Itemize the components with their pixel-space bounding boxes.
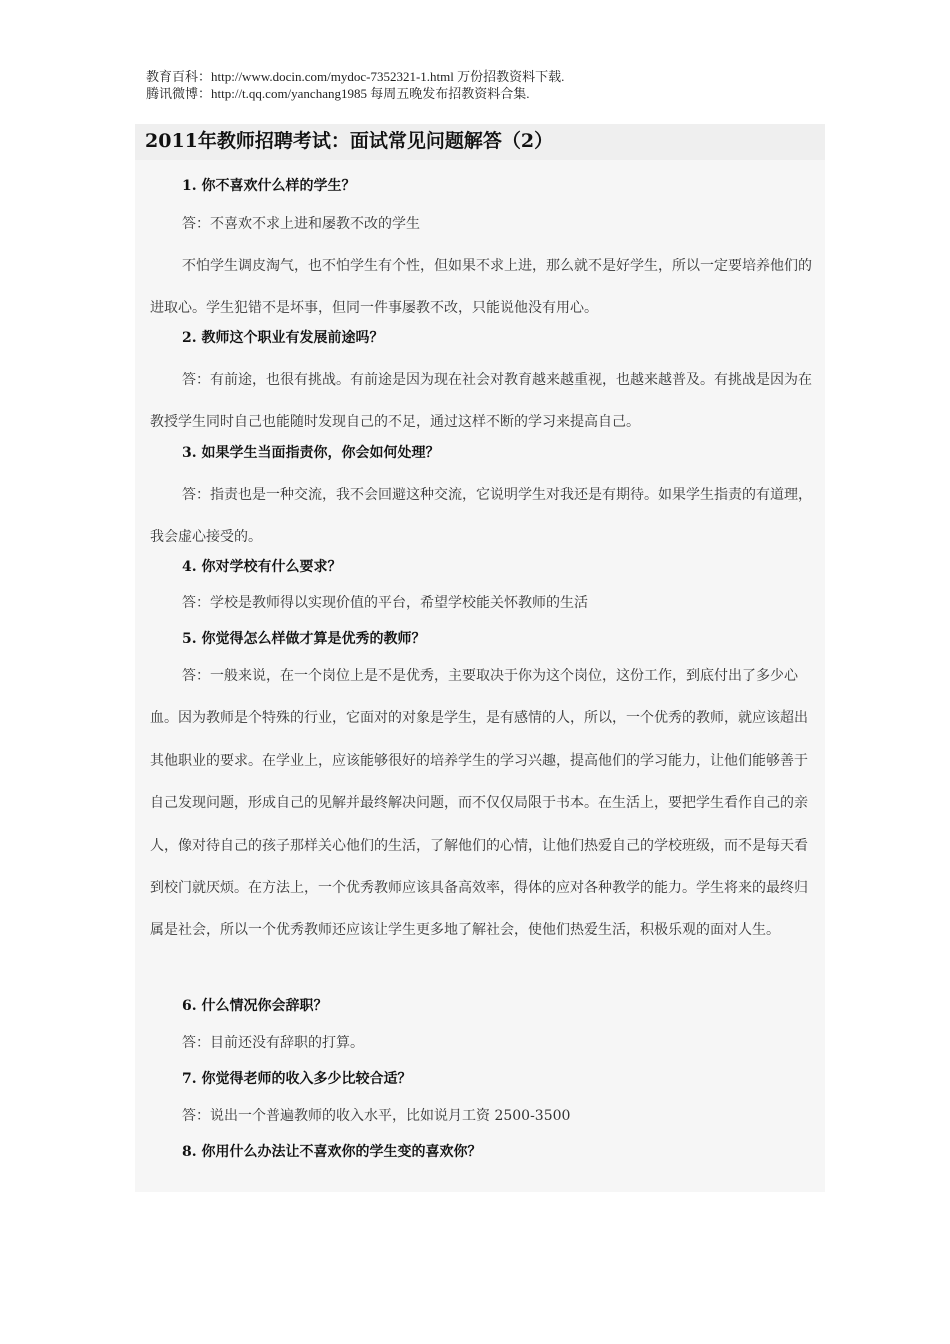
question-3: 3. 如果学生当面指责你，你会如何处理？ <box>182 445 440 461</box>
question-5: 5. 你觉得怎么样做才算是优秀的教师？ <box>182 631 426 647</box>
answer-2: 答：有前途，也很有挑战。有前途是因为现在社会对教育越来越重视，也越来越普及。有挑战是因为在教授学生同时自己也能随时发现自己的不足，通过这样不断的学习来提高自己。 <box>150 372 812 430</box>
header-line-docin: 教育百科：http://www.docin.com/mydoc-7352321-1.html 万份招教资料下载. <box>146 69 565 84</box>
question-2: 2. 教师这个职业有发展前途吗？ <box>182 330 384 346</box>
answer-5: 答：一般来说，在一个岗位上是不是优秀，主要取决于你为这个岗位，这份工作，到底付出了多少心血。因为教师是个特殊的行业，它面对的对象是学生，是有感情的人，所以，一个优秀的教师，就应该超出其他职业的要求。在学业上，应该能够很好的培养学生的学习兴趣，提高他们的学习能力，让他们能够善于自己发现问题，形成自己的见解并最终解决问题，而不仅仅局限于书本。在生活上，要把学生看作自己的亲人，像对待自己的孩子那样关心他们的生活，了解他们的心情，让他们热爱自己的学校班级，而不是每天看到校门就厌烦。在方法上，一个优秀教师应该具备高效率，得体的应对各种教学的能力。学生将来的最终归属是社会，所以一个优秀教师还应该让学生更多地了解社会，使他们热爱生活，积极乐观的面对人生。 <box>150 668 808 939</box>
page-title: 2011年教师招聘考试：面试常见问题解答（2） <box>145 130 554 152</box>
page-header <box>146 68 564 102</box>
question-1: 1. 你不喜欢什么样的学生？ <box>182 178 356 194</box>
question-7: 7. 你觉得老师的收入多少比较合适？ <box>182 1071 412 1087</box>
question-8: 8. 你用什么办法让不喜欢你的学生变的喜欢你？ <box>182 1144 482 1160</box>
question-4: 4. 你对学校有什么要求？ <box>182 559 342 575</box>
answer-7: 答：说出一个普遍教师的收入水平，比如说月工资 2500-3500 <box>182 1108 571 1124</box>
answer-6: 答：目前还没有辞职的打算。 <box>182 1035 364 1051</box>
answer-1-detail: 不怕学生调皮淘气，也不怕学生有个性，但如果不求上进，那么就不是好学生，所以一定要培养他们的进取心。学生犯错不是坏事，但同一件事屡教不改，只能说他没有用心。 <box>150 258 812 316</box>
question-6: 6. 什么情况你会辞职？ <box>182 998 328 1014</box>
header-line-weibo: 腾讯微博：http://t.qq.com/yanchang1985 每周五晚发布招教资料合集. <box>146 86 530 101</box>
article <box>135 124 825 1192</box>
answer-1-short: 答：不喜欢不求上进和屡教不改的学生 <box>182 216 420 232</box>
answer-4: 答：学校是教师得以实现价值的平台，希望学校能关怀教师的生活 <box>182 595 588 611</box>
answer-3: 答：指责也是一种交流，我不会回避这种交流，它说明学生对我还是有期待。如果学生指责的有道理，我会虚心接受的。 <box>150 487 812 545</box>
